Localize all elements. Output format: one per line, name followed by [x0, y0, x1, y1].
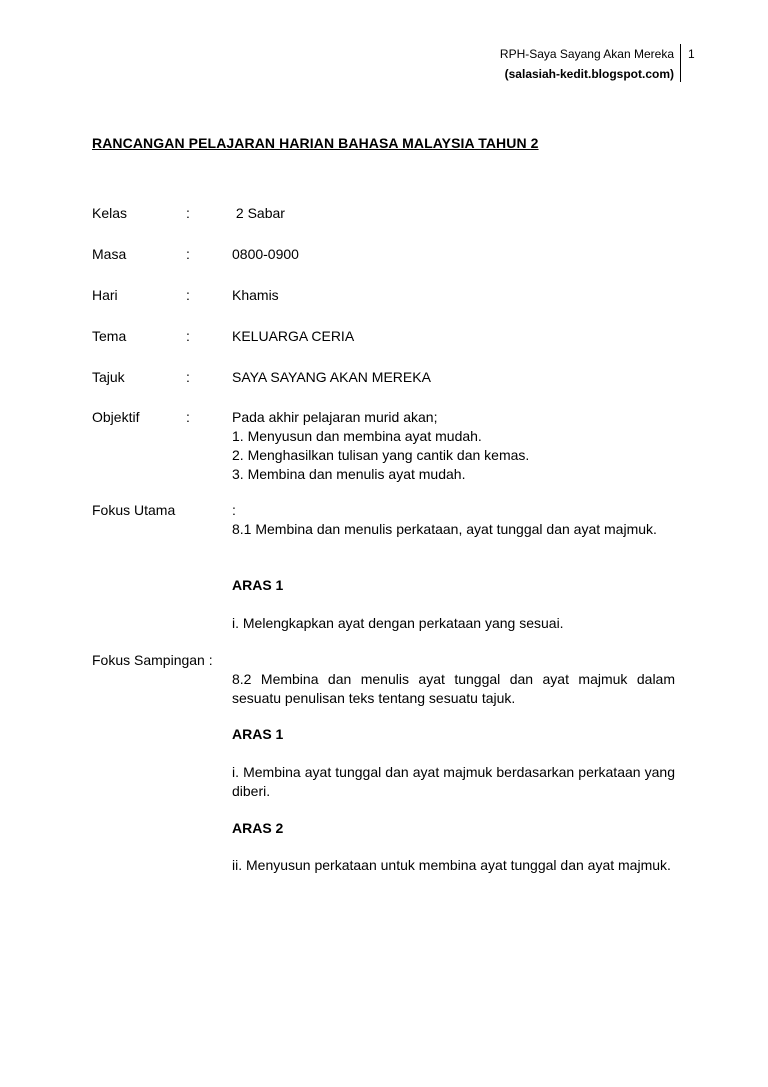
field-colon: : [186, 287, 190, 303]
fokus-sampingan-label: Fokus Sampingan : [92, 652, 213, 668]
field-colon: : [186, 246, 190, 262]
fokus-sampingan-text: 8.2 Membina dan menulis ayat tunggal dan ayat majmuk dalam sesuatu penulisan teks tentang sesuatu tajuk. [232, 671, 675, 706]
fokus-utama-text: 8.1 Membina dan menulis perkataan, ayat tunggal dan ayat majmuk. [232, 521, 657, 537]
field-value: 2 Sabar [232, 205, 285, 221]
page-number: 1 [688, 47, 695, 61]
field-label: Objektif [92, 409, 140, 425]
fokus-sampingan-aras1-label: ARAS 1 [232, 726, 284, 742]
field-label: Tajuk [92, 369, 125, 385]
field-colon: : [186, 328, 190, 344]
fokus-sampingan-aras2-label: ARAS 2 [232, 820, 284, 836]
header-title: RPH-Saya Sayang Akan Mereka [499, 47, 674, 61]
fokus-utama-colon: : [232, 502, 236, 518]
field-value: 0800-0900 [232, 246, 299, 262]
field-label: Masa [92, 246, 127, 262]
objektif-content [232, 408, 529, 484]
page-header [500, 44, 674, 84]
field-colon: : [186, 409, 190, 425]
header-divider [680, 44, 681, 82]
fokus-sampingan-aras2-text: ii. Menyusun perkataan untuk membina ayat tunggal dan ayat majmuk. [232, 857, 671, 873]
field-value: KELUARGA CERIA [232, 328, 355, 344]
objektif-item: 1. Menyusun dan membina ayat mudah. [232, 428, 482, 444]
fokus-utama-aras1-text: i. Melengkapkan ayat dengan perkataan yang sesuai. [232, 615, 564, 631]
document-title: RANCANGAN PELAJARAN HARIAN BAHASA MALAYSIA TAHUN 2 [92, 135, 539, 151]
field-value: Khamis [232, 287, 279, 303]
field-label: Kelas [92, 205, 128, 221]
header-source: (salasiah-kedit.blogspot.com) [504, 67, 674, 81]
objektif-intro: Pada akhir pelajaran murid akan; [232, 409, 438, 425]
objektif-item: 3. Membina dan menulis ayat mudah. [232, 466, 466, 482]
field-colon: : [186, 369, 190, 385]
field-objektif [92, 408, 682, 488]
field-value: SAYA SAYANG AKAN MEREKA [232, 369, 431, 385]
objektif-item: 2. Menghasilkan tulisan yang cantik dan kemas. [232, 447, 530, 463]
fokus-sampingan-aras1-text: i. Membina ayat tunggal dan ayat majmuk berdasarkan perkataan yang diberi. [232, 764, 675, 799]
field-colon: : [186, 205, 190, 221]
field-label: Tema [92, 328, 127, 344]
field-label: Hari [92, 287, 118, 303]
fokus-utama-aras1-label: ARAS 1 [232, 577, 284, 593]
fokus-utama-label: Fokus Utama [92, 502, 176, 518]
